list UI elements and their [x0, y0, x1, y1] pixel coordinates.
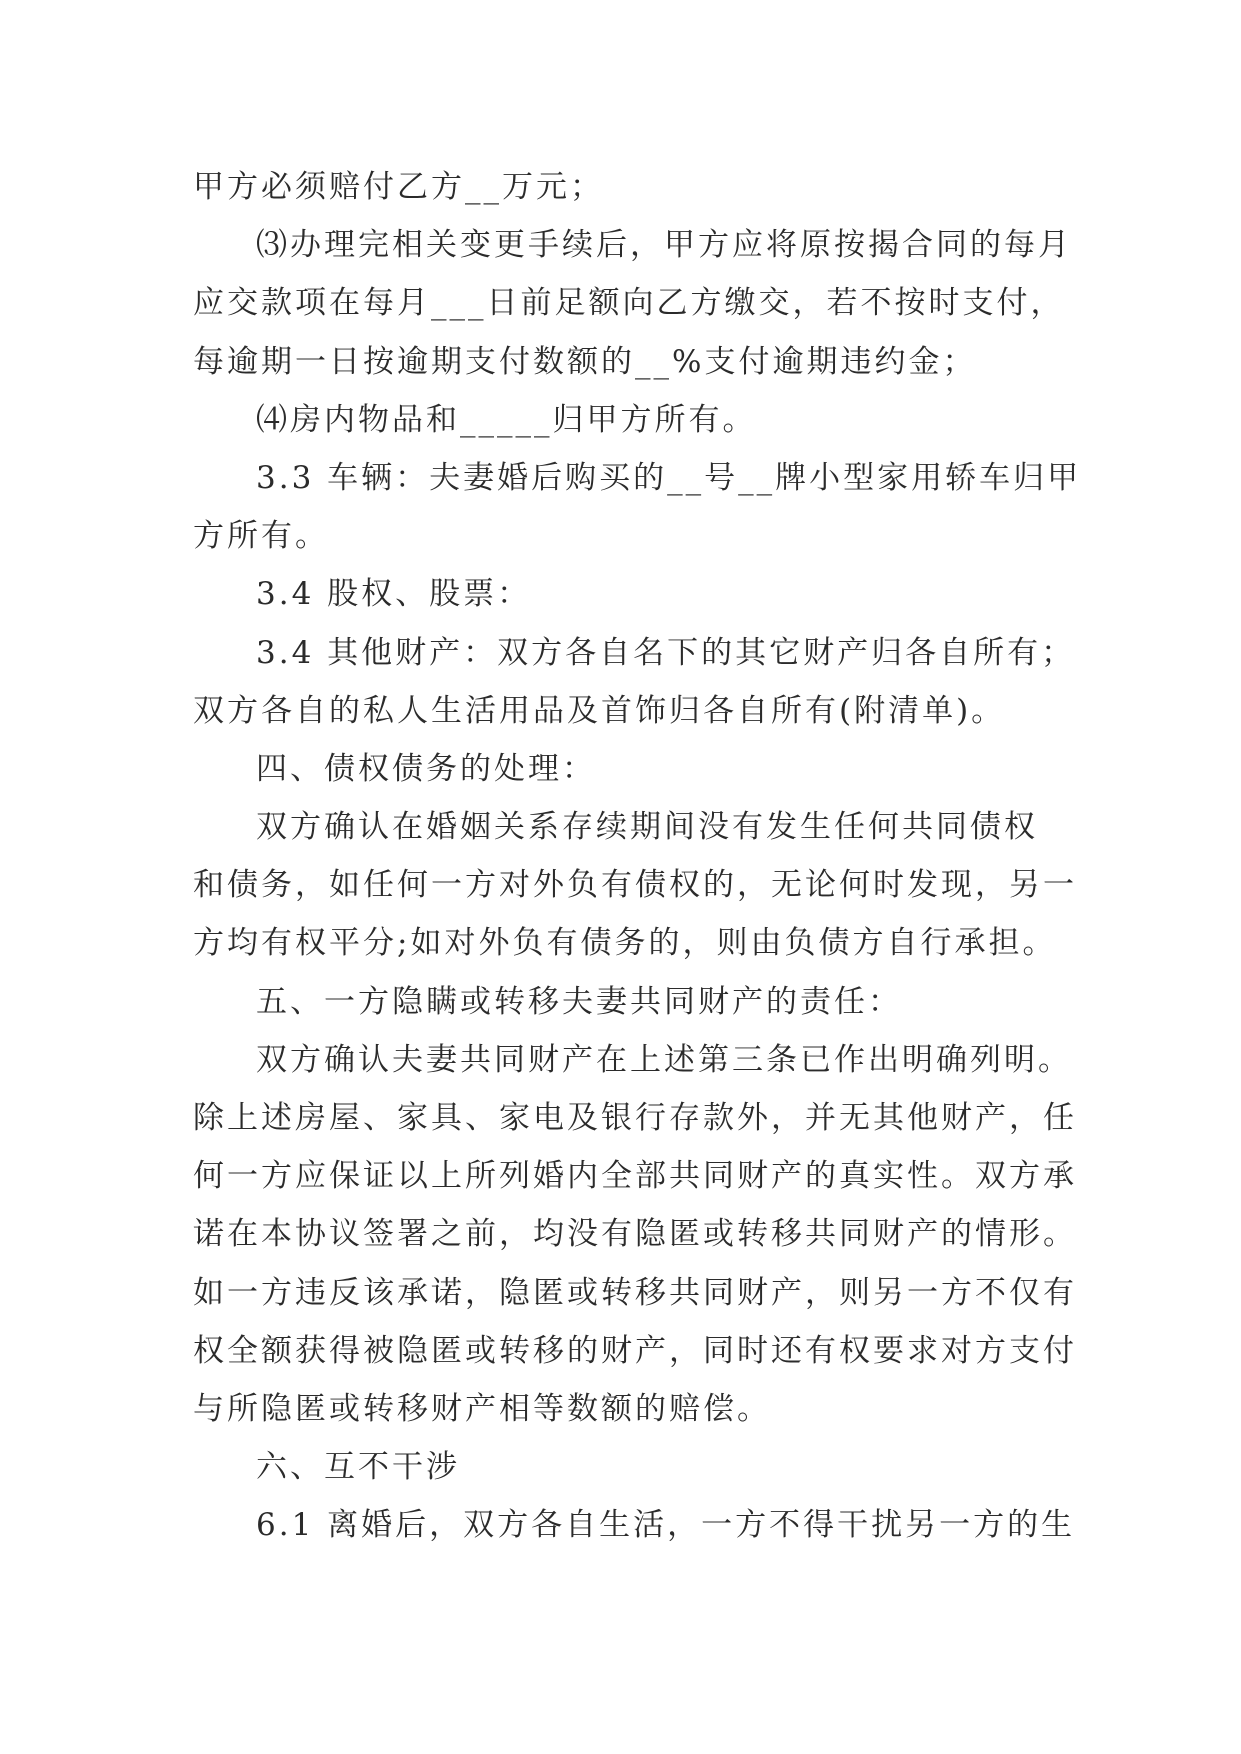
text-line: 如一方违反该承诺，隐匿或转移共同财产，则另一方不仅有 [193, 1274, 1077, 1311]
text-line: 何一方应保证以上所列婚内全部共同财产的真实性。双方承 [193, 1158, 1077, 1195]
text-line: 应交款项在每月___日前足额向乙方缴交，若不按时支付， [193, 285, 1065, 322]
text-line: 3.4 其他财产：双方各自名下的其它财产归各自所有； [256, 634, 1076, 671]
text-line: 与所隐匿或转移财产相等数额的赔偿。 [193, 1390, 771, 1427]
text-line: 双方各自的私人生活用品及首饰归各自所有(附清单)。 [193, 692, 1006, 729]
text-line: 和债务，如任何一方对外负有债权的，无论何时发现，另一 [193, 867, 1077, 904]
section-heading: 六、互不干涉 [256, 1449, 460, 1486]
section-heading: 五、一方隐瞒或转移夫妻共同财产的责任： [256, 983, 902, 1020]
document-body [193, 158, 1082, 1555]
text-line: 诺在本协议签署之前，均没有隐匿或转移共同财产的情形。 [193, 1216, 1077, 1253]
text-line: 3.4 股权、股票： [256, 576, 532, 613]
text-line: 权全额获得被隐匿或转移的财产，同时还有权要求对方支付 [193, 1332, 1077, 1369]
text-line: 方均有权平分;如对外负有债务的，则由负债方自行承担。 [193, 925, 1057, 962]
text-line: 除上述房屋、家具、家电及银行存款外，并无其他财产，任 [193, 1100, 1077, 1136]
text-line: 3.3 车辆：夫妻婚后购买的__号__牌小型家用轿车归甲 [256, 459, 1082, 496]
text-line: ⑷房内物品和_____归甲方所有。 [256, 401, 757, 438]
text-line: 每逾期一日按逾期支付数额的__%支付逾期违约金； [193, 343, 977, 380]
text-line: 双方确认在婚姻关系存续期间没有发生任何共同债权 [256, 809, 1038, 846]
text-line: 6.1 离婚后，双方各自生活，一方不得干扰另一方的生 [256, 1507, 1076, 1544]
section-heading: 四、债权债务的处理： [256, 750, 596, 787]
text-line: 方所有。 [193, 518, 329, 555]
text-line: ⑶办理完相关变更手续后，甲方应将原按揭合同的每月 [256, 227, 1072, 264]
text-line: 甲方必须赔付乙方__万元； [193, 169, 604, 205]
text-line: 双方确认夫妻共同财产在上述第三条已作出明确列明。 [256, 1041, 1072, 1078]
